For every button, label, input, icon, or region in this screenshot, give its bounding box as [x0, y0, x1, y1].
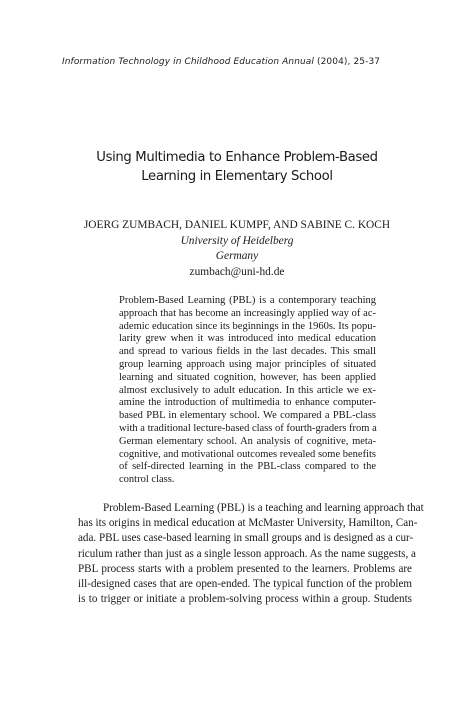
abstract-line: almost exclusively to adult education. In this article we ex- [119, 384, 376, 396]
abstract-line: Problem-Based Learning (PBL) is a contemporary teaching [119, 295, 376, 306]
abstract-line: larity grew when it was introduced into medical education [119, 333, 376, 345]
journal-header [62, 57, 422, 67]
body-line: ill-designed cases that are open-ended. The typical function of the problem [78, 578, 412, 591]
abstract-line: with a traditional lecture-based class of fourth-graders from a [119, 422, 377, 434]
abstract-line: group learning approach using major principles of situated [119, 358, 376, 370]
paper-title [60, 148, 414, 186]
abstract-line: and spread to various fields in the last decades. This small [119, 346, 376, 358]
abstract-line: based PBL in elementary school. We compared a PBL-class [119, 410, 376, 422]
author-affiliation: University of Heidelberg [180, 234, 294, 247]
abstract-line: approach that has become an increasingly applied way of ac- [119, 307, 376, 319]
abstract-line: amine the introduction of multimedia to enhance computer- [119, 397, 376, 409]
author-email: zumbach@uni-hd.de [189, 265, 285, 278]
abstract [119, 295, 376, 487]
abstract-line: control class. [119, 474, 175, 486]
body-line: has its origins in medical education at McMaster University, Hamilton, Can- [78, 517, 418, 530]
author-names: JOERG ZUMBACH, DANIEL KUMPF, AND SABINE C. KOCH [83, 219, 391, 231]
abstract-line: of self-directed learning in the PBL-class compared to the [119, 461, 376, 473]
title-line-2: Learning in Elementary School [141, 169, 333, 184]
author-block [40, 218, 434, 280]
journal-name: Information Technology in Childhood Education Annual [62, 57, 315, 67]
body-line: is to trigger or initiate a problem-solving process within a group. Students [78, 593, 412, 606]
body-line: Problem-Based Learning (PBL) is a teaching and learning approach that [103, 502, 424, 514]
journal-citation: (2004), 25-37 [314, 57, 381, 67]
author-country: Germany [215, 250, 259, 262]
body-paragraph [78, 501, 424, 607]
abstract-line: learning and situated cognition, however, has been applied [119, 371, 376, 383]
abstract-line: ademic education since its beginnings in the 1960s. Its popu- [119, 320, 376, 332]
abstract-line: cognitive, and motivational outcomes revealed some benefits [119, 448, 376, 460]
body-line: ada. PBL uses case-based learning in small groups and is designed as a cur- [78, 532, 414, 545]
title-line-1: Using Multimedia to Enhance Problem-Based [96, 150, 378, 165]
body-line: riculum rather than just as a single lesson approach. As the name suggests, a [78, 547, 416, 560]
abstract-line: German elementary school. An analysis of cognitive, meta- [119, 435, 376, 447]
body-line: PBL process starts with a problem presented to the learners. Problems are [78, 562, 412, 575]
